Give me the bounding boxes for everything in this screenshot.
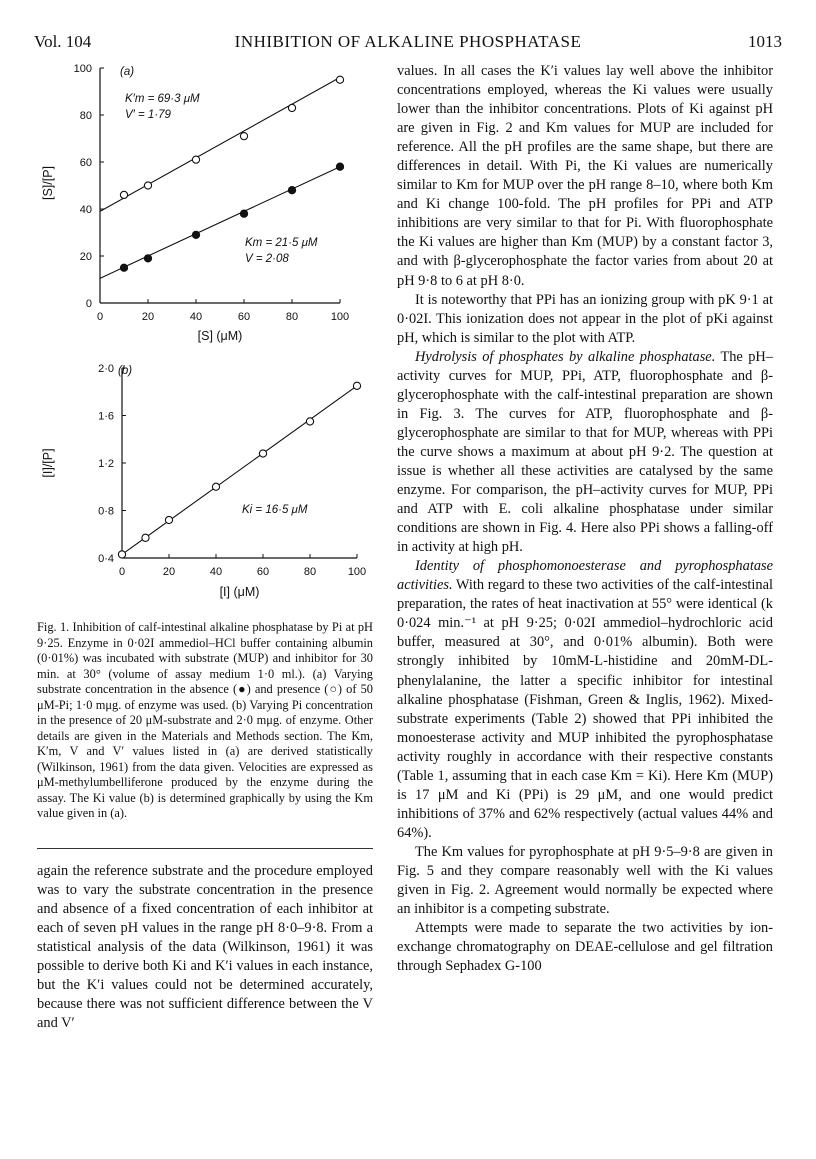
x-tick-label: 40 — [189, 311, 203, 323]
paragraph-text: values. In all cases the K′i values lay well above the inhibitor concentrations employed, whereas the Ki values were usually lower than the inhibitor concentrations. Plots of Ki against pH are given in Fig. 2 and Km values for MUP are included for reference. All the pH profiles are the same shape, but there are differences in detail. With Pi, the Ki values are numerically similar to Km for MUP over the pH range 8–10, where both Km and Ki change 100-fold. The pH profiles for PPi and ATP inhibitions are very similar to that for Pi. With fluorophosphate the Ki values are higher than Km (MUP) by a constant factor 3, and with β-glycerophosphate the factor varies from about 20 at pH 9·8 to 6 at pH 8·0. — [397, 63, 773, 289]
fit-annotation: Km = 21·5 μM — [245, 237, 318, 249]
y-tick-label: 0·4 — [98, 553, 114, 565]
x-tick-label: 0 — [118, 566, 126, 578]
x-tick-label: 60 — [256, 566, 270, 578]
filled-data-point — [240, 210, 247, 217]
x-tick-label: 20 — [141, 311, 155, 323]
filled-data-point — [336, 163, 343, 170]
page-header — [34, 32, 782, 54]
paragraph-text: With regard to these two activities of the calf-intestinal preparation, the rates of heat inactivation at 55° were identical (k 0·024 min.⁻¹ at pH 9·25; 0·02I ammediol–hydrochloric acid buffer, measured at 30°, and 0·01% albumin). Both were strongly inhibited by 10mM-L-histidine and 20mM-DL-phenylalanine, the latter a specific inhibitor for intestinal alkaline phosphatase (Fishman, Green & Inglis, 1962). Mixed-substrate experiments (Table 2) showed that PPi inhibited the monoesterase activity and MUP inhibited the pyrophosphatase activity roughly in accordance with their respective constants (Table 1, assuming that in each case Km = Ki). Here Km (MUP) is 17 μM and Ki (PPi) is 29 μM, and one would predict inhibitions of 37% and 62% respectively (actual values 44% and 64%). — [397, 577, 773, 841]
x-tick-label: 20 — [162, 566, 176, 578]
y-axis-label: [I]/[P] — [41, 448, 55, 478]
filled-data-point — [120, 264, 127, 271]
right-column-body — [397, 62, 773, 976]
y-tick-label: 0 — [85, 298, 92, 310]
running-title: INHIBITION OF ALKALINE PHOSPHATASE — [234, 32, 582, 51]
fit-annotation: K′m = 69·3 μM — [125, 93, 200, 105]
x-tick-label: 100 — [330, 311, 350, 323]
y-tick-label: 60 — [79, 157, 92, 169]
page-number: 1013 — [748, 32, 782, 51]
paragraph-text: Attempts were made to separate the two activities by ion-exchange chromatography on DEAE-cellulose and gel filtration through Sephadex G-100 — [397, 920, 773, 975]
open-data-point — [288, 104, 295, 111]
caption-text: Fig. 1. Inhibition of calf-intestinal alkaline phosphatase by Pi at pH 9·25. Enzyme in 0·02I ammediol–HCl buffer containing albumin (0·01%) was incubated with substrate (MUP) and inhibitor for 30 min. at 30° (volume of assay medium 1·0 ml.). (a) Varying substrate concentration in the absence (●) and presence (○) of 50 μM-Pi; 1·0 mμg. of enzyme was used. (b) Varying Pi concentration in the presence of 20 μM-substrate and 2·0 mμg. of enzyme. Other details are given in the Materials and Methods section. The Km, K′m, V and V′ values listed in (a) are derived statistically (Wilkinson, 1961) from the data given. Velocities are expressed as μM-methylumbelliferone produced by the enzyme during the assay. The Ki value (b) is determined graphically by using the Km value given in (a). — [37, 620, 373, 820]
x-tick-label: 80 — [285, 311, 299, 323]
left-column-body — [37, 862, 373, 1033]
fit-annotation: V = 2·08 — [245, 253, 289, 265]
y-tick-label: 100 — [73, 63, 92, 75]
open-data-point — [240, 133, 247, 140]
figure-1-plots — [30, 58, 375, 618]
open-data-point — [192, 156, 199, 163]
x-axis-label: [S] (μM) — [197, 329, 243, 343]
right-paragraph-0 — [397, 62, 773, 291]
y-tick-label: 20 — [79, 251, 92, 263]
right-paragraph-4 — [397, 843, 773, 919]
x-tick-label: 40 — [209, 566, 223, 578]
open-data-point — [165, 516, 172, 523]
open-data-point — [259, 450, 266, 457]
open-data-point — [118, 551, 125, 558]
y-tick-label: 1·2 — [98, 458, 114, 470]
y-tick-label: 2·0 — [98, 363, 114, 375]
open-data-point — [120, 191, 127, 198]
column-divider — [37, 848, 373, 849]
y-tick-label: 1·6 — [98, 410, 114, 423]
right-paragraph-5 — [397, 919, 773, 976]
fit-line — [122, 386, 357, 555]
y-tick-label: 80 — [79, 110, 92, 122]
x-tick-label: 100 — [347, 566, 367, 578]
open-data-point — [336, 76, 343, 83]
x-tick-label: 60 — [237, 311, 251, 323]
figure-1 — [30, 58, 375, 618]
paragraph-text: The pH–activity curves for MUP, PPi, ATP, fluorophosphate and β-glycerophosphate with the calf-intestinal preparation are shown in Fig. 3. The curves for ATP, fluorophosphate and β-glycerophosphate are similar to that for MUP, whereas with PPi the curve shows a maximum at about pH 9·2. The question at issue is whether all these activities are catalysed by the same enzyme. For comparison, the pH–activity curves for MUP, PPi and ATP with E. coli alkaline phosphatase under similar conditions are shown in Fig. 4. Here also PPi shows a falling-off in activity at high pH. — [397, 348, 774, 556]
right-paragraph-1 — [397, 291, 773, 348]
panel-label: (a) — [120, 66, 135, 78]
section-heading: Identity of phosphomonoesterase and pyrophosphatase activities. — [397, 558, 773, 594]
open-data-point — [353, 382, 360, 389]
paragraph-text: It is noteworthy that PPi has an ionizing group with pK 9·1 at 0·02I. This ionization does not appear in the plot of pKi against pH, which is similar to the plot with ATP. — [397, 291, 773, 346]
filled-data-point — [144, 255, 151, 262]
panel-label: (b) — [118, 365, 133, 377]
open-data-point — [306, 418, 313, 425]
open-data-point — [212, 483, 219, 490]
left-paragraph: again the reference substrate and the procedure employed was to vary the substrate concentration in the presence and absence of a fixed concentration of each inhibitor at each of seven pH values in the range pH 8·0–9·8. From a statistical analysis of the data (Wilkinson, 1961) it was possible to derive both Ki and K′i values in each instance, but the K′i values could not be determined accurately, because there was not sufficient difference between the V and V′ — [37, 863, 373, 1031]
x-axis-label: [I] (μM) — [219, 585, 260, 599]
figure-caption — [37, 620, 373, 822]
section-heading: Hydrolysis of phosphates by alkaline phosphatase. — [415, 348, 716, 365]
x-tick-label: 0 — [96, 311, 104, 323]
fit-annotation: Ki = 16·5 μM — [242, 504, 308, 516]
open-data-point — [144, 182, 151, 189]
volume-number: Vol. 104 — [34, 32, 92, 51]
filled-data-point — [288, 187, 295, 194]
x-tick-label: 80 — [303, 566, 317, 578]
paragraph-text: The Km values for pyrophosphate at pH 9·5–9·8 are given in Fig. 5 and they compare reasonably well with the Ki values given in Fig. 2. Agreement would normally be expected where an inhibitor is a competing substrate. — [397, 843, 773, 918]
fit-annotation: V′ = 1·79 — [125, 109, 171, 121]
open-data-point — [142, 534, 149, 541]
filled-data-point — [192, 231, 199, 238]
y-tick-label: 0·8 — [98, 505, 114, 518]
fit-line — [100, 167, 340, 279]
y-tick-label: 40 — [79, 204, 92, 216]
right-paragraph-2 — [397, 348, 773, 558]
right-paragraph-3 — [397, 557, 773, 843]
y-axis-label: [S]/[P] — [41, 165, 55, 201]
